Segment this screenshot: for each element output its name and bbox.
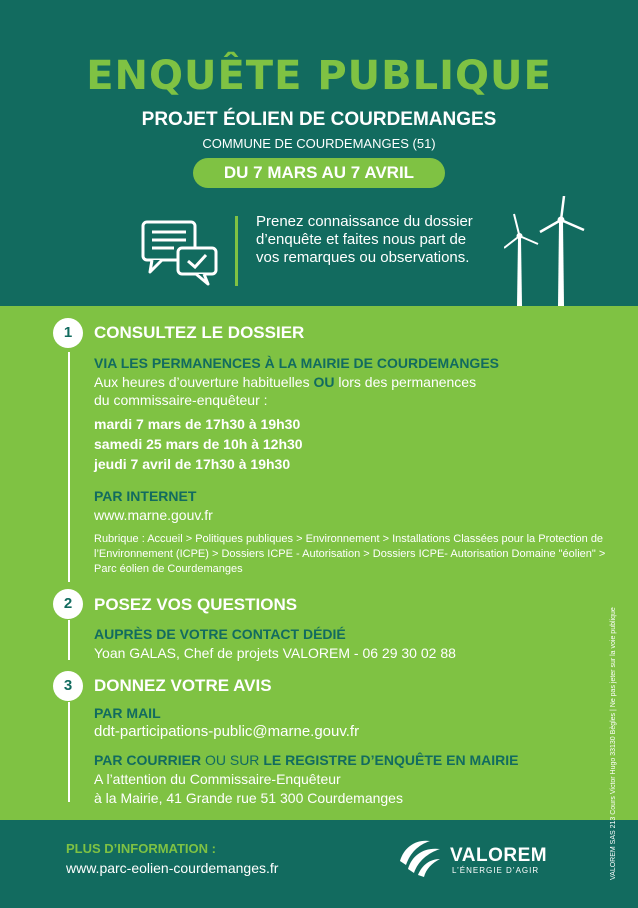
project-subtitle: PROJET ÉOLIEN DE COURDEMANGES: [141, 109, 497, 130]
courrier-heading: PAR COURRIER OU SUR LE REGISTRE D’ENQUÊTE EN MAIRIE: [94, 752, 519, 768]
valorem-logo-icon: [398, 837, 442, 877]
commune-line: COMMUNE DE COURDEMANGES (51): [202, 136, 436, 151]
step-3-title: DONNEZ VOTRE AVIS: [94, 676, 272, 695]
step-1-badge: 1: [53, 318, 83, 348]
address-line-1: A l’attention du Commissaire-Enquêteur: [94, 771, 341, 787]
valorem-logo-tagline: L’ÉNERGIE D’AGIR: [452, 866, 540, 875]
step-1-line: [68, 352, 70, 582]
contact-heading: AUPRÈS DE VOTRE CONTACT DÉDIÉ: [94, 626, 346, 642]
permanences-text-2: du commissaire-enquêteur :: [94, 392, 268, 408]
poster-title: ENQUÊTE PUBLIQUE: [86, 53, 552, 99]
step-2-badge: 2: [53, 589, 83, 619]
step-2-title: POSEZ VOS QUESTIONS: [94, 595, 298, 614]
mail-heading: PAR MAIL: [94, 705, 161, 721]
chat-bubbles-icon: [140, 218, 220, 286]
intro-divider: [235, 216, 238, 286]
step-1-title: CONSULTEZ LE DOSSIER: [94, 323, 305, 342]
permanences-text-1: Aux heures d’ouverture habituelles OU lors des permanences: [94, 374, 477, 390]
slot-2: samedi 25 mars de 10h à 12h30: [94, 436, 303, 452]
slot-1: mardi 7 mars de 17h30 à 19h30: [94, 416, 301, 432]
dates-pill: DU 7 MARS AU 7 AVRIL: [193, 158, 445, 188]
website-link[interactable]: www.parc-eolien-courdemanges.fr: [66, 860, 279, 876]
contact-text: Yoan GALAS, Chef de projets VALOREM - 06 29 30 02 88: [94, 645, 456, 661]
more-info-label: PLUS D’INFORMATION :: [66, 841, 216, 856]
valorem-logo-name: VALOREM: [450, 845, 548, 866]
intro-text: Prenez connaissance du dossier d’enquête et faites nous part de vos remarques ou observations.: [256, 213, 473, 266]
address-line-2: à la Mairie, 41 Grande rue 51 300 Courdemanges: [94, 790, 403, 806]
step-3-line: [68, 702, 70, 802]
permanences-heading: VIA LES PERMANENCES À LA MAIRIE DE COURDEMANGES: [94, 355, 499, 371]
mail-address[interactable]: ddt-participations-public@marne.gouv.fr: [94, 723, 360, 740]
step-3-badge: 3: [53, 671, 83, 701]
legal-notice: VALOREM SAS 213 Cours Victor Hugo 33130 Bègles | Ne pas jeter sur la voie publique: [610, 607, 617, 880]
internet-url[interactable]: www.marne.gouv.fr: [94, 507, 213, 523]
internet-rubrique: Rubrique : Accueil > Politiques publiques > Environnement > Installations Classées pour la Protection de l’Environnement (ICPE) > Dossiers ICPE - Autorisation > Dossiers ICPE- Autorisation Domaine "éolien" > Parc éolien de Courdemanges: [94, 533, 606, 575]
step-2-line: [68, 620, 70, 660]
slot-3: jeudi 7 avril de 17h30 à 19h30: [94, 456, 291, 472]
internet-heading: PAR INTERNET: [94, 488, 197, 504]
wind-turbines-icon: [504, 196, 590, 306]
